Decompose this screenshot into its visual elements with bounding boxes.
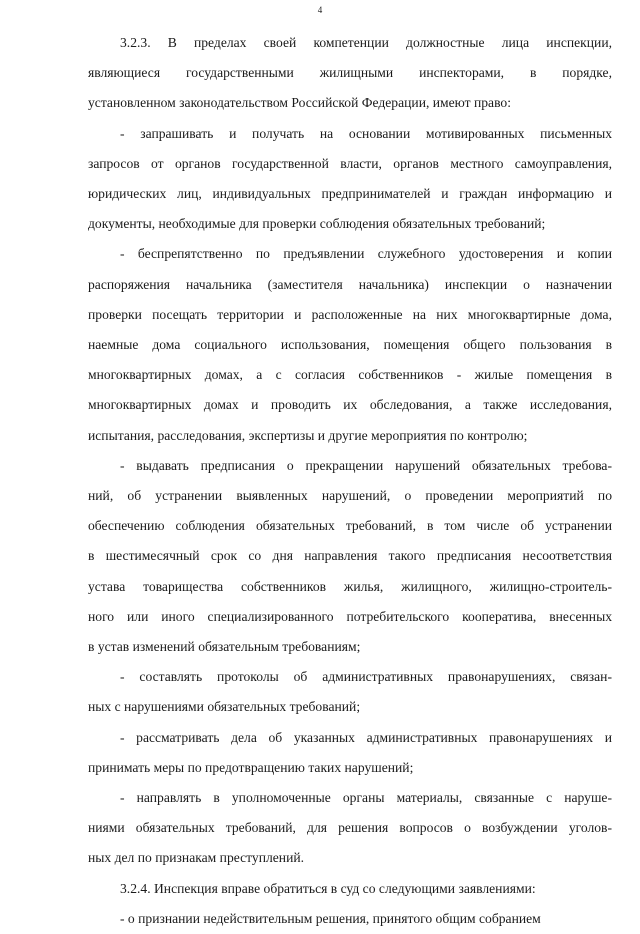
text-line: ниями обязательных требований, для решения вопросов о возбуждении уголов-	[88, 820, 612, 836]
text-line: ного или иного специализированного потребительского кооператива, внесенных	[88, 608, 612, 624]
text-line: юридических лиц, индивидуальных предпринимателей и граждан информацию и	[88, 186, 612, 202]
paragraph	[88, 783, 612, 874]
text-line: запросов от органов государственной власти, органов местного самоуправления,	[88, 155, 612, 171]
text-line: - запрашивать и получать на основании мотивированных письменных	[120, 125, 612, 141]
text-line: наемные дома социального использования, помещения общего пользования в	[88, 337, 612, 353]
paragraph	[88, 239, 612, 450]
text-line: 3.2.3. В пределах своей компетенции должностные лица инспекции,	[120, 35, 612, 50]
paragraph	[88, 451, 612, 662]
text-line: принимать меры по предотвращению таких нарушений;	[88, 759, 414, 775]
text-line: - выдавать предписания о прекращении нарушений обязательных требова-	[120, 457, 612, 473]
text-line: ных дел по признакам преступлений.	[88, 850, 305, 866]
text-line: являющиеся государственными жилищными инспекторами, в порядке,	[88, 65, 612, 81]
paragraph	[88, 28, 612, 119]
text-line: многоквартирных домах, а с согласия собственников - жилые помещения в	[88, 367, 612, 383]
text-line: обеспечению соблюдения обязательных требований, в том числе об устранении	[88, 518, 612, 534]
text-line: в шестимесячный срок со дня направления такого предписания несоответствия	[88, 548, 612, 564]
text-line: испытания, расследования, экспертизы и другие мероприятия по контролю;	[88, 427, 528, 443]
text-line: проверки посещать территории и расположенные на них многоквартирные дома,	[88, 306, 612, 322]
document-body	[88, 28, 612, 934]
paragraph	[88, 904, 612, 934]
page-number: 4	[317, 5, 323, 15]
text-line: ний, об устранении выявленных нарушений, о проведении мероприятий по	[88, 488, 612, 504]
text-line: - рассматривать дела об указанных административных правонарушениях и	[120, 729, 612, 745]
text-line: - беспрепятственно по предъявлении служебного удостоверения и копии	[120, 246, 612, 262]
paragraph	[88, 723, 612, 783]
text-line: распоряжения начальника (заместителя начальника) инспекции о назначении	[88, 276, 612, 292]
paragraph	[88, 874, 612, 904]
text-line: - о признании недействительным решения, принятого общим собранием	[120, 910, 541, 926]
text-line: - направлять в уполномоченные органы материалы, связанные с наруше-	[120, 790, 612, 806]
text-line: устава товарищества собственников жилья, жилищного, жилищно-строитель-	[88, 578, 612, 594]
text-line: многоквартирных домах и проводить их обследования, а также исследования,	[88, 397, 612, 413]
text-line: установленном законодательством Российской Федерации, имеют право:	[88, 95, 511, 111]
text-line: 3.2.4. Инспекция вправе обратиться в суд со следующими заявлениями:	[120, 880, 536, 896]
paragraph	[88, 662, 612, 722]
text-line: документы, необходимые для проверки соблюдения обязательных требований;	[88, 216, 546, 232]
text-line: в устав изменений обязательным требованиям;	[88, 639, 361, 655]
paragraph	[88, 119, 612, 240]
text-line: - составлять протоколы об административных правонарушениях, связан-	[120, 669, 612, 685]
text-line: ных с нарушениями обязательных требований;	[88, 699, 361, 715]
